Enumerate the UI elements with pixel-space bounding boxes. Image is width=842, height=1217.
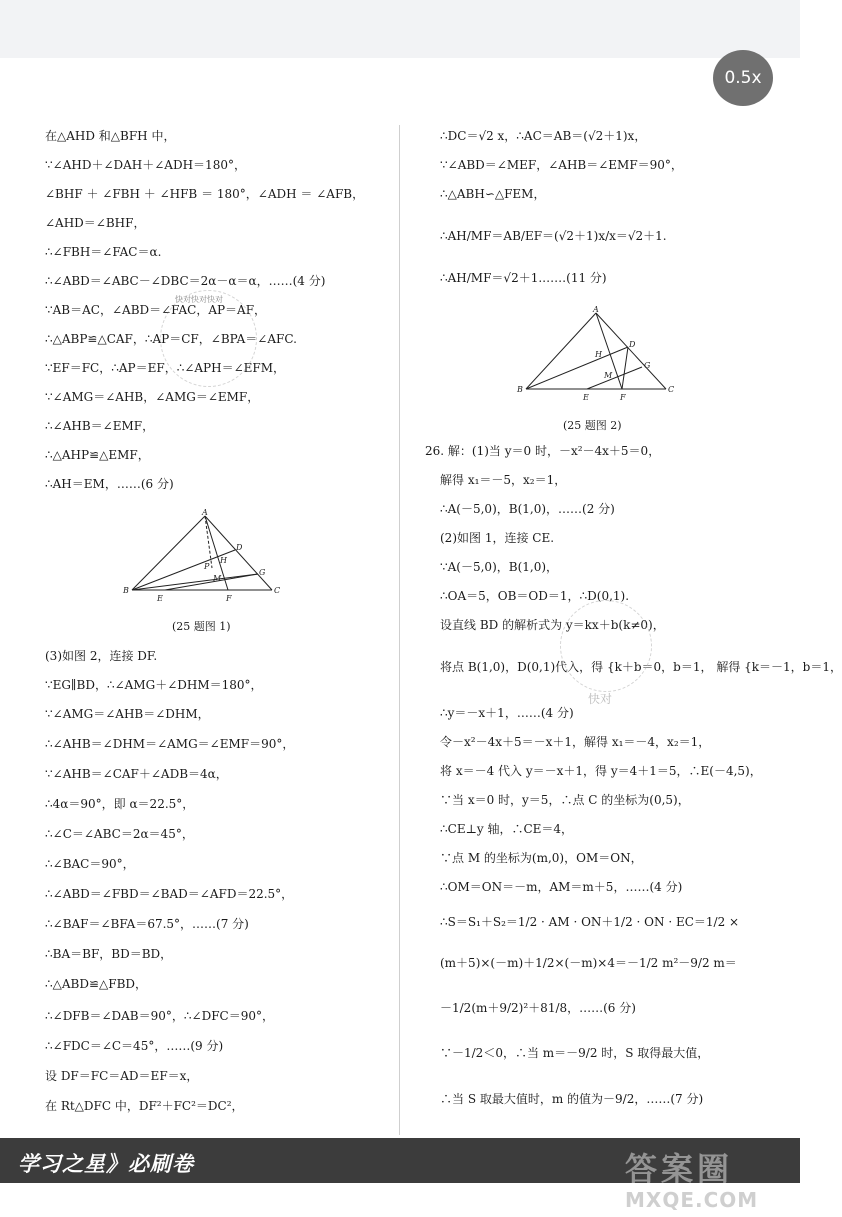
left-line: ∴∠ABD＝∠ABC－∠DBC＝2α－α＝α，……(4 分) xyxy=(45,274,326,288)
right-line: ∴△ABH∽△FEM， xyxy=(440,187,546,201)
right-line: ∴A(－5,0)，B(1,0)，……(2 分) xyxy=(440,502,615,516)
fig2-label-c: C xyxy=(668,385,675,394)
right-line: ∵当 x＝0 时，y＝5，∴点 C 的坐标为(0,5)， xyxy=(440,793,690,807)
fig1-label-m: M xyxy=(213,574,222,583)
fig1-label-p: P xyxy=(204,562,210,571)
left-line: ∵EF＝FC，∴AP＝EF，∴∠APH＝∠EFM， xyxy=(45,361,286,375)
left-line: ∴∠AHB＝∠EMF， xyxy=(45,419,155,433)
left-line: ∵∠AHD＋∠DAH＋∠ADH＝180°， xyxy=(45,158,246,172)
zoom-level-button[interactable]: 0.5x xyxy=(713,50,773,106)
fig2-label-m: M xyxy=(604,371,613,380)
right-line: ∵A(－5,0)，B(1,0)， xyxy=(440,560,559,574)
right-line: ∴当 S 取最大值时，m 的值为－9/2，……(7 分) xyxy=(440,1092,704,1106)
figure-25-2 xyxy=(512,305,682,405)
right-line: ∴AH/MF＝AB/EF＝(√2＋1)x/x＝√2＋1. xyxy=(440,229,667,243)
left-line: ∠BHF ＋ ∠FBH ＋ ∠HFB ＝ 180°，∠ADH ＝ ∠AFB， xyxy=(45,187,365,201)
watermark-stamp xyxy=(560,600,652,692)
left-line: ∴∠AHB＝∠DHM＝∠AMG＝∠EMF＝90°， xyxy=(45,737,295,751)
watermark-stamp-text: 快对快对快对 xyxy=(175,295,223,304)
left-line: ∴△ABP≌△CAF，∴AP＝CF，∠BPA＝∠AFC. xyxy=(45,332,297,346)
right-line: (2)如图 1，连接 CE. xyxy=(440,531,555,545)
fig1-label-g: G xyxy=(259,568,266,577)
watermark-stamp-word: 快对 xyxy=(588,692,613,706)
fig1-label-e: E xyxy=(157,594,163,603)
left-line: 在 Rt△DFC 中，DF²＋FC²＝DC²， xyxy=(45,1099,244,1113)
figure-25-1 xyxy=(120,508,290,608)
right-line: ∴OM＝ON＝－m，AM＝m＋5，……(4 分) xyxy=(440,880,683,894)
fig1-label-a: A xyxy=(202,508,208,517)
right-line: 将点 B(1,0)，D(0,1)代入，得 {k＋b＝0，b＝1， 解得 {k＝－1，b＝1， xyxy=(440,660,842,674)
fig2-label-g: G xyxy=(644,361,651,370)
fig2-label-b: B xyxy=(517,385,523,394)
figure-1-caption: (25 题图 1) xyxy=(172,620,231,633)
fig2-label-d: D xyxy=(629,340,636,349)
right-line: ∴DC＝√2 x，∴AC＝AB＝(√2＋1)x， xyxy=(440,129,647,143)
left-line: ∴BA＝BF，BD＝BD， xyxy=(45,947,173,961)
left-line: ∴∠C＝∠ABC＝2α＝45°， xyxy=(45,827,194,841)
fig2-label-a: A xyxy=(593,305,599,314)
left-line: ∵∠AMG＝∠AHB＝∠DHM， xyxy=(45,707,210,721)
fig1-label-d: D xyxy=(236,543,243,552)
fig1-label-c: C xyxy=(274,586,281,595)
footer-title: 学习之星》必刷卷 xyxy=(18,1152,194,1176)
fig2-label-h: H xyxy=(595,350,602,359)
left-line: ∴∠FBH＝∠FAC＝α. xyxy=(45,245,162,259)
right-line: (m＋5)×(－m)＋1/2×(－m)×4＝－1/2 m²－9/2 m＝ xyxy=(440,956,737,970)
left-line: (3)如图 2，连接 DF. xyxy=(45,649,158,663)
left-line: ∴∠DFB＝∠DAB＝90°，∴∠DFC＝90°， xyxy=(45,1009,274,1023)
left-line: ∴∠BAF＝∠BFA＝67.5°，……(7 分) xyxy=(45,917,249,931)
right-line: 令－x²－4x＋5＝－x＋1，解得 x₁＝－4，x₂＝1， xyxy=(440,735,711,749)
right-line: 将 x＝－4 代入 y＝－x＋1，得 y＝4＋1＝5，∴E(－4,5)， xyxy=(440,764,762,778)
right-line: 解得 x₁＝－5，x₂＝1， xyxy=(440,473,567,487)
right-line: 26. 解：(1)当 y＝0 时，－x²－4x＋5＝0， xyxy=(425,444,661,458)
figure-2-caption: (25 题图 2) xyxy=(563,419,622,432)
right-line: ∴OA＝5，OB＝OD＝1，∴D(0,1). xyxy=(440,589,630,603)
site-watermark-logo: 答案圈 xyxy=(625,1150,734,1188)
right-line: ∴y＝－x＋1，……(4 分) xyxy=(440,706,574,720)
right-line: ∵∠ABD＝∠MEF，∠AHB＝∠EMF＝90°， xyxy=(440,158,683,172)
column-divider xyxy=(399,125,400,1135)
left-line: ∴△AHP≌△EMF， xyxy=(45,448,150,462)
fig2-label-e: E xyxy=(583,393,589,402)
left-line: ∴4α＝90°，即 α＝22.5°， xyxy=(45,797,195,811)
left-line: ∴AH＝EM，……(6 分) xyxy=(45,477,174,491)
right-line: 设直线 BD 的解析式为 y＝kx＋b(k≠0)， xyxy=(440,618,665,632)
right-line: ∴CE⊥y 轴，∴CE＝4， xyxy=(440,822,574,836)
left-line: ∴∠ABD＝∠FBD＝∠BAD＝∠AFD＝22.5°， xyxy=(45,887,294,901)
right-line: －1/2(m＋9/2)²＋81/8，……(6 分) xyxy=(440,1001,636,1015)
left-line: ∴∠BAC＝90°， xyxy=(45,857,135,871)
fig2-label-f: F xyxy=(620,393,626,402)
left-line: ∠AHD＝∠BHF， xyxy=(45,216,146,230)
left-line: ∵∠AHB＝∠CAF＋∠ADB＝4α， xyxy=(45,767,228,781)
left-line: 在△AHD 和△BFH 中， xyxy=(45,129,176,143)
right-line: ∵点 M 的坐标为(m,0)，OM＝ON， xyxy=(440,851,643,865)
right-line: ∵－1/2＜0，∴当 m＝－9/2 时，S 取得最大值， xyxy=(440,1046,710,1060)
right-line: ∴S＝S₁＋S₂＝1/2 · AM · ON＋1/2 · ON · EC＝1/2 × xyxy=(440,915,740,929)
left-line: ∵EG∥BD，∴∠AMG＋∠DHM＝180°， xyxy=(45,678,263,692)
left-line: ∵AB＝AC，∠ABD＝∠FAC，AP＝AF， xyxy=(45,303,267,317)
fig1-label-f: F xyxy=(226,594,232,603)
left-line: ∴∠FDC＝∠C＝45°，……(9 分) xyxy=(45,1039,224,1053)
left-line: 设 DF＝FC＝AD＝EF＝x， xyxy=(45,1069,199,1083)
site-watermark-url: MXQE.COM xyxy=(625,1188,759,1212)
right-line: ∴AH/MF＝√2＋1.……(11 分) xyxy=(440,271,607,285)
left-line: ∴△ABD≌△FBD， xyxy=(45,977,148,991)
fig1-label-h: H xyxy=(220,556,227,565)
left-line: ∵∠AMG＝∠AHB，∠AMG＝∠EMF， xyxy=(45,390,260,404)
fig1-label-b: B xyxy=(123,586,129,595)
viewer-top-bar xyxy=(0,0,800,58)
